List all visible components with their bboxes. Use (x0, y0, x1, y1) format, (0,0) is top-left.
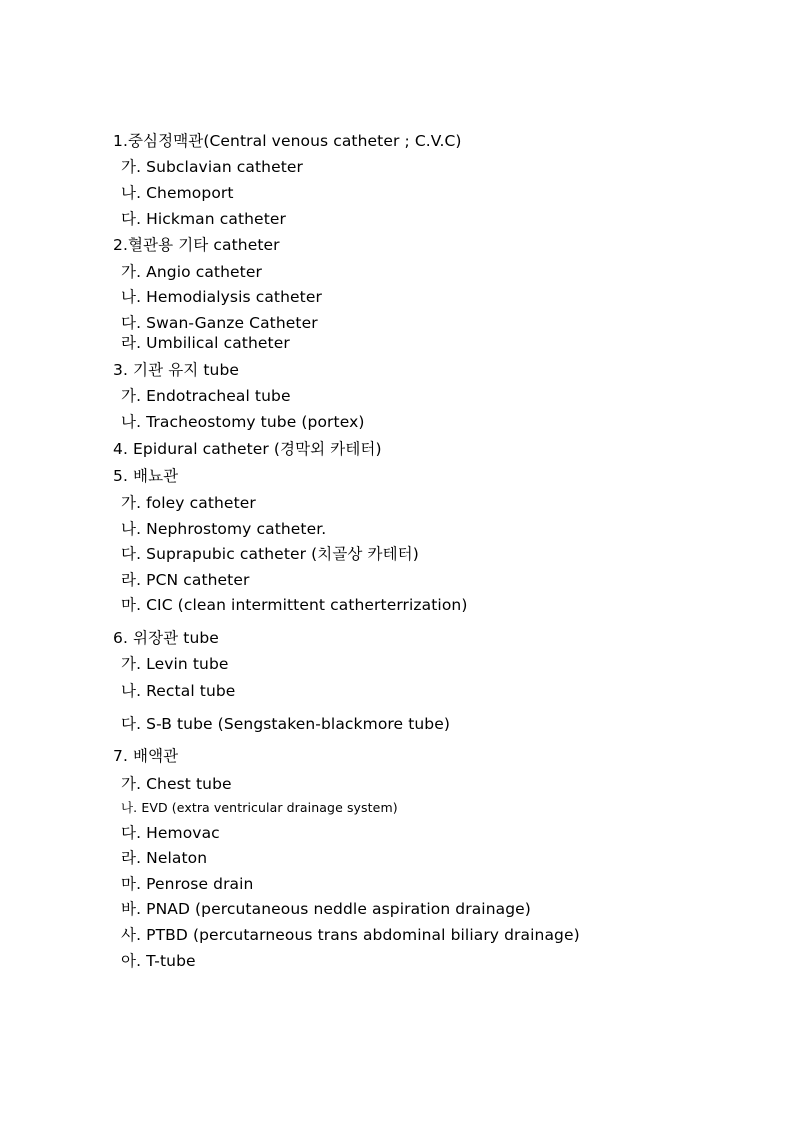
list-item: 나. Rectal tube (121, 682, 236, 700)
list-item: 가. Subclavian catheter (121, 158, 304, 176)
list-item: 나. EVD (extra ventricular drainage system) (121, 800, 398, 815)
list-item: 마. CIC (clean intermittent catherterrization) (121, 596, 468, 614)
section-heading-7: 7. 배액관 (113, 747, 179, 765)
list-item: 다. S-B tube (Sengstaken-blackmore tube) (121, 715, 451, 733)
list-item: 라. Umbilical catheter (121, 334, 290, 352)
list-item: 가. Endotracheal tube (121, 387, 291, 405)
list-item: 사. PTBD (percutarneous trans abdominal biliary drainage) (121, 926, 580, 944)
section-heading-4: 4. Epidural catheter (경막외 카테터) (113, 440, 382, 458)
list-item: 가. foley catheter (121, 494, 256, 512)
list-item: 나. Chemoport (121, 184, 234, 202)
list-item: 나. Nephrostomy catheter. (121, 520, 327, 538)
list-item: 가. Levin tube (121, 655, 229, 673)
list-item: 라. Nelaton (121, 849, 208, 867)
list-item: 마. Penrose drain (121, 875, 254, 893)
section-heading-1: 1.중심정맥관(Central venous catheter ; C.V.C) (113, 132, 462, 150)
section-heading-5: 5. 배뇨관 (113, 467, 179, 485)
list-item: 다. Hemovac (121, 824, 220, 842)
section-heading-2: 2.혈관용 기타 catheter (113, 236, 280, 254)
section-heading-3: 3. 기관 유지 tube (113, 361, 240, 379)
list-item: 다. Swan-Ganze Catheter (121, 314, 318, 332)
list-item: 나. Hemodialysis catheter (121, 288, 322, 306)
list-item: 다. Hickman catheter (121, 210, 286, 228)
list-item: 아. T-tube (121, 952, 196, 970)
list-item: 라. PCN catheter (121, 571, 250, 589)
list-item: 바. PNAD (percutaneous neddle aspiration drainage) (121, 900, 531, 918)
list-item: 다. Suprapubic catheter (치골상 카테터) (121, 545, 419, 563)
section-heading-6: 6. 위장관 tube (113, 629, 219, 647)
list-item: 가. Angio catheter (121, 263, 262, 281)
list-item: 가. Chest tube (121, 775, 232, 793)
list-item: 나. Tracheostomy tube (portex) (121, 413, 365, 431)
